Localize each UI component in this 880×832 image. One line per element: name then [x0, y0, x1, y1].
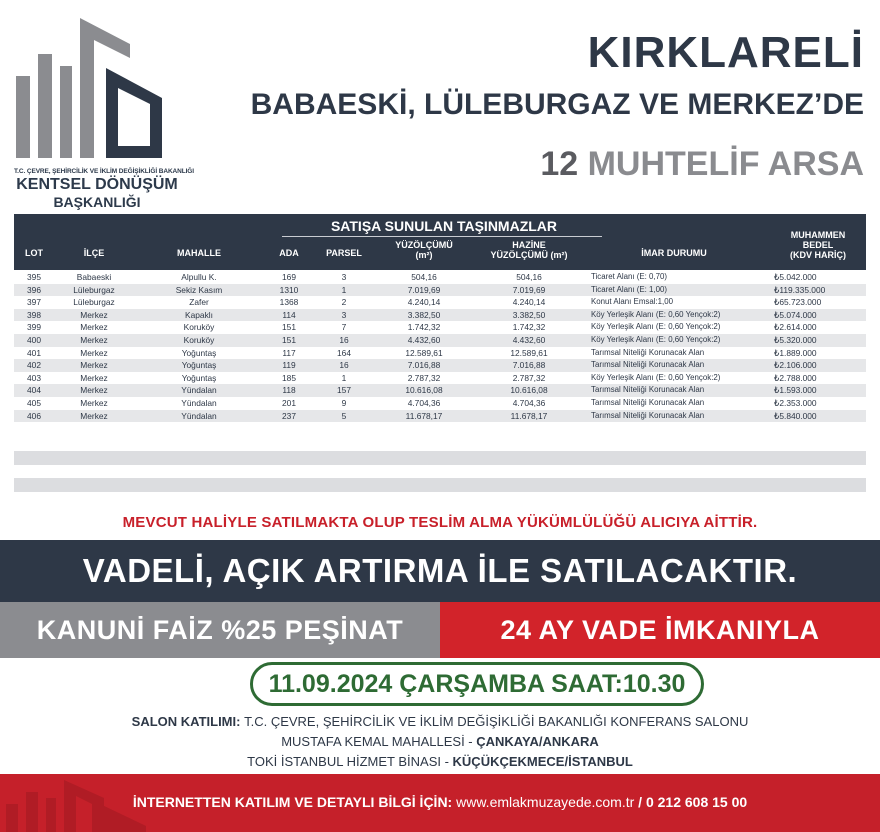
- property-count: 12: [540, 145, 579, 183]
- footer-website-link[interactable]: www.emlakmuzayede.com.tr: [456, 794, 635, 810]
- col-imar: İMAR DURUMU: [641, 248, 707, 258]
- cell-bedel: ₺5.840.000: [774, 410, 817, 421]
- table-row: [14, 296, 866, 309]
- cell-bedel: ₺119.335.000: [774, 284, 826, 295]
- cell-yuzolcumu: 7.016,88: [407, 360, 441, 371]
- cell-mahalle: Sekiz Kasım: [175, 284, 223, 295]
- cell-mahalle: Koruköy: [183, 322, 215, 333]
- cell-imar: Tarımsal Niteliği Korunacak Alan: [591, 397, 705, 407]
- footer-bar: [0, 774, 880, 832]
- cell-parsel: 5: [341, 410, 347, 421]
- page-subtitle: BABAESKİ, LÜLEBURGAZ VE MERKEZ’DE: [250, 88, 864, 121]
- col-yuzolcumu-unit: (m²): [415, 250, 433, 260]
- cell-lot: 398: [27, 309, 41, 320]
- salon-city-ankara: ÇANKAYA/ANKARA: [476, 734, 599, 749]
- property-count-heading: [540, 145, 864, 184]
- logo-ministry-text: T.C. ÇEVRE, ŞEHİRCİLİK VE İKLİM DEĞİŞİKLİĞİ BAKANLIĞI: [14, 168, 194, 175]
- cell-lot: 404: [27, 385, 41, 396]
- cell-yuzolcumu: 11.678,17: [405, 410, 443, 421]
- table-group-header: SATIŞA SUNULAN TAŞINMAZLAR: [330, 218, 558, 234]
- col-bedel: [770, 230, 866, 260]
- table-row: [14, 309, 866, 322]
- cell-parsel: 16: [339, 334, 349, 345]
- cell-ada: 117: [282, 347, 296, 358]
- property-count-label: MUHTELİF ARSA: [587, 145, 864, 183]
- cell-ilce: Merkez: [80, 372, 108, 383]
- cell-mahalle: Yündalan: [181, 397, 217, 408]
- col-ada: ADA: [279, 248, 299, 258]
- cell-hazine: 4.240,14: [512, 297, 546, 308]
- cell-bedel: ₺65.723.000: [774, 297, 822, 308]
- cell-lot: 396: [27, 284, 41, 295]
- salon-line-1: [0, 714, 880, 729]
- cell-ilce: Lüleburgaz: [73, 297, 115, 308]
- cell-lot: 402: [27, 360, 41, 371]
- cell-ilce: Merkez: [80, 360, 108, 371]
- cell-hazine: 11.678,17: [510, 410, 548, 421]
- cell-ada: 201: [282, 397, 296, 408]
- salon-address-ankara: MUSTAFA KEMAL MAHALLESİ -: [281, 734, 477, 749]
- table-row: [14, 284, 866, 297]
- cell-lot: 403: [27, 372, 41, 383]
- cell-ilce: Merkez: [80, 397, 108, 408]
- col-hazine-unit: YÜZÖLÇÜMÜ (m²): [490, 250, 568, 260]
- cell-parsel: 3: [341, 309, 347, 320]
- table-row: [14, 347, 866, 360]
- cell-parsel: 157: [337, 385, 351, 396]
- table-empty-row: [14, 478, 866, 492]
- cell-ada: 169: [282, 272, 296, 282]
- cell-yuzolcumu: 4.704,36: [407, 397, 441, 408]
- cell-mahalle: Yündalan: [181, 385, 217, 396]
- footer-separator: /: [634, 794, 646, 810]
- salon-address-istanbul: TOKİ İSTANBUL HİZMET BİNASI -: [247, 754, 453, 769]
- cell-ilce: Lüleburgaz: [73, 284, 115, 295]
- table-group-divider: [282, 236, 602, 237]
- cell-imar: Ticaret Alanı (E: 1,00): [591, 284, 668, 294]
- cell-parsel: 3: [341, 272, 347, 282]
- salon-venue: T.C. ÇEVRE, ŞEHİRCİLİK VE İKLİM DEĞİŞİKLİĞİ BAKANLIĞI KONFERANS SALONU: [244, 714, 749, 729]
- cell-bedel: ₺1.593.000: [774, 385, 817, 396]
- cell-ilce: Merkez: [80, 322, 108, 333]
- cell-imar: Konut Alanı Emsal:1,00: [591, 297, 674, 307]
- cell-lot: 406: [27, 410, 41, 421]
- cell-lot: 405: [27, 397, 41, 408]
- col-bedel-line3: (KDV HARİÇ): [790, 250, 846, 260]
- cell-yuzolcumu: 4.240,14: [407, 297, 441, 308]
- footer-phone[interactable]: 0 212 608 15 00: [645, 794, 748, 810]
- cell-ada: 151: [282, 334, 296, 345]
- cell-mahalle: Zafer: [189, 297, 209, 308]
- cell-bedel: ₺2.614.000: [774, 322, 817, 333]
- cell-hazine: 504,16: [516, 272, 542, 282]
- cell-bedel: ₺5.074.000: [774, 309, 817, 320]
- cell-hazine: 3.382,50: [512, 309, 546, 320]
- cell-parsel: 9: [341, 397, 347, 408]
- table-row: [14, 321, 866, 334]
- cell-lot: 400: [27, 334, 41, 345]
- cell-yuzolcumu: 4.432,60: [407, 334, 441, 345]
- cell-hazine: 12.589,61: [510, 347, 548, 358]
- table-body: [14, 271, 866, 422]
- cell-imar: Köy Yerleşik Alanı (E: 0,60 Yençok:2): [591, 334, 721, 344]
- cell-imar: Tarımsal Niteliği Korunacak Alan: [591, 347, 705, 357]
- sale-type-banner: VADELİ, AÇIK ARTIRMA İLE SATILACAKTIR.: [0, 540, 880, 602]
- col-parsel: PARSEL: [326, 248, 362, 258]
- cell-mahalle: Koruköy: [183, 334, 215, 345]
- cell-mahalle: Kapaklı: [185, 309, 213, 320]
- col-hazine-title: HAZİNE: [512, 240, 546, 250]
- cell-hazine: 4.432,60: [512, 334, 546, 345]
- cell-mahalle: Yündalan: [181, 410, 217, 421]
- table-empty-row: [14, 451, 866, 465]
- cell-hazine: 1.742,32: [512, 322, 546, 333]
- table-row: [14, 410, 866, 423]
- table-row: [14, 334, 866, 347]
- cell-imar: Ticaret Alanı (E: 0,70): [591, 272, 668, 281]
- cell-ada: 118: [282, 385, 296, 396]
- table-row: [14, 271, 866, 284]
- delivery-notice: MEVCUT HALİYLE SATILMAKTA OLUP TESLİM ALMA YÜKÜMLÜLÜĞÜ ALICIYA AİTTİR.: [122, 514, 758, 531]
- cell-parsel: 164: [337, 347, 351, 358]
- cell-hazine: 7.016,88: [512, 360, 546, 371]
- cell-ilce: Merkez: [80, 334, 108, 345]
- cell-ilce: Merkez: [80, 309, 108, 320]
- cell-imar: Tarımsal Niteliği Korunacak Alan: [591, 360, 705, 370]
- cell-mahalle: Alpullu K.: [181, 272, 217, 282]
- salon-city-istanbul: KÜÇÜKÇEKMECE/İSTANBUL: [452, 754, 633, 769]
- cell-ada: 1368: [279, 297, 299, 308]
- cell-parsel: 2: [341, 297, 347, 308]
- kentsel-donusum-logo: [12, 14, 194, 210]
- cell-imar: Köy Yerleşik Alanı (E: 0,60 Yençok:2): [591, 372, 721, 382]
- buildings-logo-icon: [12, 14, 172, 164]
- installment-banner: 24 AY VADE İMKANIYLA: [440, 602, 880, 658]
- col-bedel-line2: BEDEL: [802, 240, 834, 250]
- table-row: [14, 372, 866, 385]
- table-row: [14, 397, 866, 410]
- cell-ada: 1310: [279, 284, 299, 295]
- col-yuzolcumu-title: YÜZÖLÇÜMÜ: [395, 240, 453, 250]
- cell-lot: 395: [27, 272, 41, 282]
- cell-lot: 399: [27, 322, 41, 333]
- cell-yuzolcumu: 2.787,32: [407, 372, 441, 383]
- col-lot: LOT: [25, 248, 43, 258]
- cell-ada: 151: [282, 322, 296, 333]
- down-payment-banner: KANUNİ FAİZ %25 PEŞİNAT: [0, 602, 440, 658]
- col-bedel-line1: MUHAMMEN: [790, 230, 846, 240]
- cell-ilce: Merkez: [80, 347, 108, 358]
- salon-label: SALON KATILIMI:: [131, 714, 241, 729]
- cell-bedel: ₺2.106.000: [774, 360, 817, 371]
- cell-parsel: 7: [341, 322, 347, 333]
- page-title: KIRKLARELİ: [587, 28, 864, 77]
- cell-ada: 185: [282, 372, 296, 383]
- logo-title-line2: BAŞKANLIĞI: [53, 194, 141, 210]
- col-mahalle: MAHALLE: [177, 248, 221, 258]
- auction-date-badge: 11.09.2024 ÇARŞAMBA SAAT:10.30: [250, 662, 704, 706]
- cell-bedel: ₺5.320.000: [774, 334, 817, 345]
- cell-imar: Tarımsal Niteliği Korunacak Alan: [591, 410, 705, 420]
- cell-yuzolcumu: 1.742,32: [407, 322, 441, 333]
- salon-line-3: [0, 754, 880, 769]
- footer-contact-text: [0, 794, 880, 810]
- cell-yuzolcumu: 7.019,69: [407, 284, 441, 295]
- cell-ilce: Merkez: [80, 410, 108, 421]
- col-ilce: İLÇE: [83, 248, 105, 258]
- cell-parsel: 1: [341, 284, 347, 295]
- salon-line-2: [0, 734, 880, 749]
- table-row: [14, 384, 866, 397]
- cell-parsel: 16: [339, 360, 349, 371]
- cell-hazine: 10.616,08: [510, 385, 548, 396]
- cell-yuzolcumu: 504,16: [411, 272, 437, 282]
- cell-imar: Köy Yerleşik Alanı (E: 0,60 Yençok:2): [591, 309, 721, 319]
- col-hazine: [479, 240, 579, 260]
- cell-mahalle: Yoğuntaş: [181, 372, 217, 383]
- cell-ada: 114: [282, 309, 296, 320]
- table-header: [14, 214, 866, 270]
- col-yuzolcumu: [384, 240, 464, 260]
- cell-parsel: 1: [341, 372, 347, 383]
- logo-title-line1: KENTSEL DÖNÜŞÜM: [16, 176, 178, 193]
- cell-bedel: ₺1.889.000: [774, 347, 817, 358]
- cell-ilce: Merkez: [80, 385, 108, 396]
- cell-mahalle: Yoğuntaş: [181, 360, 217, 371]
- cell-hazine: 2.787,32: [512, 372, 546, 383]
- cell-lot: 401: [27, 347, 41, 358]
- cell-hazine: 4.704,36: [512, 397, 546, 408]
- cell-ada: 237: [282, 410, 296, 421]
- footer-label: İNTERNETTEN KATILIM VE DETAYLI BİLGİ İÇİN:: [132, 794, 457, 810]
- table-row: [14, 359, 866, 372]
- cell-imar: Köy Yerleşik Alanı (E: 0,60 Yençok:2): [591, 322, 721, 332]
- cell-ada: 119: [282, 360, 296, 371]
- cell-lot: 397: [27, 297, 41, 308]
- cell-yuzolcumu: 12.589,61: [405, 347, 443, 358]
- cell-hazine: 7.019,69: [512, 284, 546, 295]
- cell-yuzolcumu: 10.616,08: [405, 385, 443, 396]
- cell-bedel: ₺5.042.000: [774, 272, 817, 282]
- cell-mahalle: Yoğuntaş: [181, 347, 217, 358]
- cell-ilce: Babaeski: [76, 272, 112, 282]
- cell-imar: Tarımsal Niteliği Korunacak Alan: [591, 385, 705, 395]
- cell-bedel: ₺2.788.000: [774, 372, 817, 383]
- cell-yuzolcumu: 3.382,50: [407, 309, 441, 320]
- cell-bedel: ₺2.353.000: [774, 397, 817, 408]
